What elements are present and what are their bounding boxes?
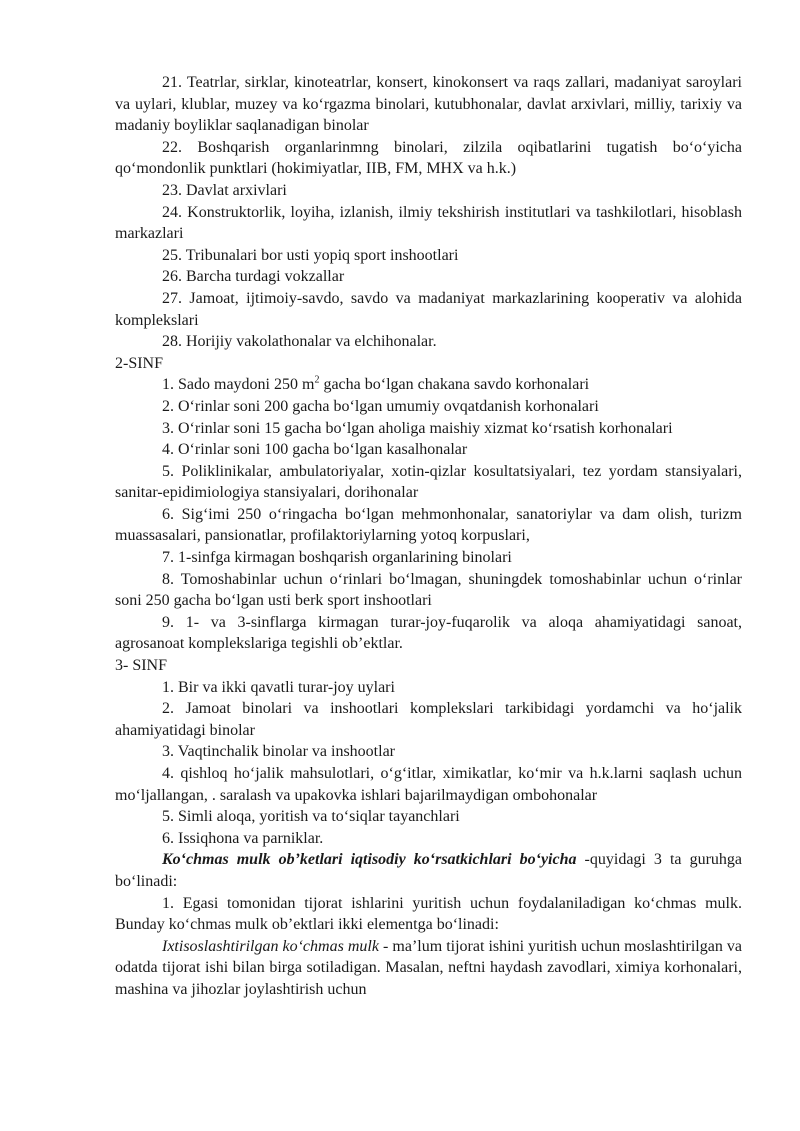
superscript: 2	[314, 374, 320, 386]
paragraph-text: - ma’lum tijorat ishini yuritish uchun moslashtirilgan va odatda tijorat ishi bilan birga sotiladigan. Masalan, neftni haydash zavodlari, ximiya korhonalari, mashina va jihozlar joylashtirish uchun	[115, 937, 742, 998]
list-item: 6. Sig‘imi 250 o‘ringacha bo‘lgan mehmonhonalar, sanatoriylar va dam olish, turizm muassasalari, pansionatlar, profilaktoriylarning yotoq korpuslari,	[115, 505, 742, 545]
list-item: 25. Tribunalari bor usti yopiq sport inshootlari	[162, 246, 459, 264]
list-item: 8. Tomoshabinlar uchun o‘rinlari bo‘lmagan, shuningdek tomoshabinlar uchun o‘rinlar soni 250 gacha bo‘lgan usti berk sport inshootlari	[115, 570, 742, 610]
list-item: 21. Teatrlar, sirklar, kinoteatrlar, konsert, kinokonsert va raqs zallari, madaniyat saroylari va uylari, klublar, muzey va ko‘rgazma binolari, kutubhonalar, davlat arxivlari, milliy, tarixiy va madaniy boyliklar saqlanadigan binolar	[115, 74, 742, 135]
list-item: 2. O‘rinlar soni 200 gacha bo‘lgan umumiy ovqatdanish korhonalari	[162, 397, 599, 415]
list-item: 2. Jamoat binolari va inshootlari komplekslari tarkibidagi yordamchi va ho‘jalik ahamiyatidagi binolar	[115, 700, 742, 739]
paragraph: 1. Egasi tomonidan tijorat ishlarini yuritish uchun foydalaniladigan ko‘chmas mulk. Bunday ko‘chmas mulk ob’ektlari ikki elementga bo‘linadi:	[115, 894, 742, 934]
list-item: 5. Poliklinikalar, ambulatoriyalar, xotin-qizlar kosultatsiyalari, tez yordam stansiyalari, sanitar-epidimiologiya stansiyalari, dorihonalar	[115, 462, 742, 502]
list-item: 3. Vaqtinchalik binolar va inshootlar	[162, 743, 395, 761]
list-item: 26. Barcha turdagi vokzallar	[162, 268, 345, 286]
list-item: 1. Bir va ikki qavatli turar-joy uylari	[162, 678, 395, 696]
item-text-before: 1. Sado maydoni 250 m	[162, 376, 315, 394]
list-item	[115, 374, 742, 396]
list-item: 9. 1- va 3-sinflarga kirmagan turar-joy-fuqarolik va aloqa ahamiyatidagi sanoat, agrosanoat komplekslariga tegishli ob’ektlar.	[115, 613, 742, 653]
list-item: 24. Konstruktorlik, loyiha, izlanish, ilmiy tekshirish institutlari va tashkilotlari, hisoblash markazlari	[115, 203, 742, 243]
paragraph-text: -quyidagi 3 ta guruhga bo‘linadi:	[115, 851, 743, 890]
item-text-after: gacha bo‘lgan chakana savdo korhonalari	[319, 376, 590, 394]
section-heading-2-sinf: 2-SINF	[115, 354, 164, 372]
list-item: 4. O‘rinlar soni 100 gacha bo‘lgan kasalhonalar	[162, 441, 468, 459]
paragraph-specialized-property	[115, 936, 742, 1001]
paragraph-economic-groups	[115, 849, 742, 892]
list-item: 5. Simli aloqa, yoritish va to‘siqlar tayanchlari	[162, 808, 460, 826]
list-item: 22. Boshqarish organlarinmng binolari, zilzila oqibatlarini tugatish bo‘o‘yicha qo‘mondonlik punktlari (hokimiyatlar, IIB, FM, MHX va h.k.)	[115, 138, 742, 178]
list-item: 4. qishloq ho‘jalik mahsulotlari, o‘g‘itlar, ximikatlar, ko‘mir va h.k.larni saqlash uchun mo‘ljallangan, . saralash va upakovka ishlari bajarilmaydigan ombohonalar	[115, 765, 742, 804]
list-item: 27. Jamoat, ijtimoiy-savdo, savdo va madaniyat markazlarining kooperativ va alohida komplekslari	[115, 289, 742, 329]
italic-term: Ixtisoslashtirilgan ko‘chmas mulk	[162, 937, 379, 955]
list-item: 3. O‘rinlar soni 15 gacha bo‘lgan aholiga maishiy xizmat ko‘rsatish korhonalari	[162, 419, 673, 437]
list-item: 7. 1-sinfga kirmagan boshqarish organlarining binolari	[162, 549, 512, 567]
emphasized-term: Ko‘chmas mulk ob’ketlari iqtisodiy ko‘rsatkichlari bo‘yicha	[162, 851, 577, 869]
list-item: 23. Davlat arxivlari	[162, 181, 287, 199]
list-item: 28. Horijiy vakolathonalar va elchihonalar.	[162, 333, 437, 351]
document-page	[115, 72, 742, 1001]
section-heading-3-sinf: 3- SINF	[115, 657, 168, 675]
list-item: 6. Issiqhona va parniklar.	[162, 829, 324, 847]
